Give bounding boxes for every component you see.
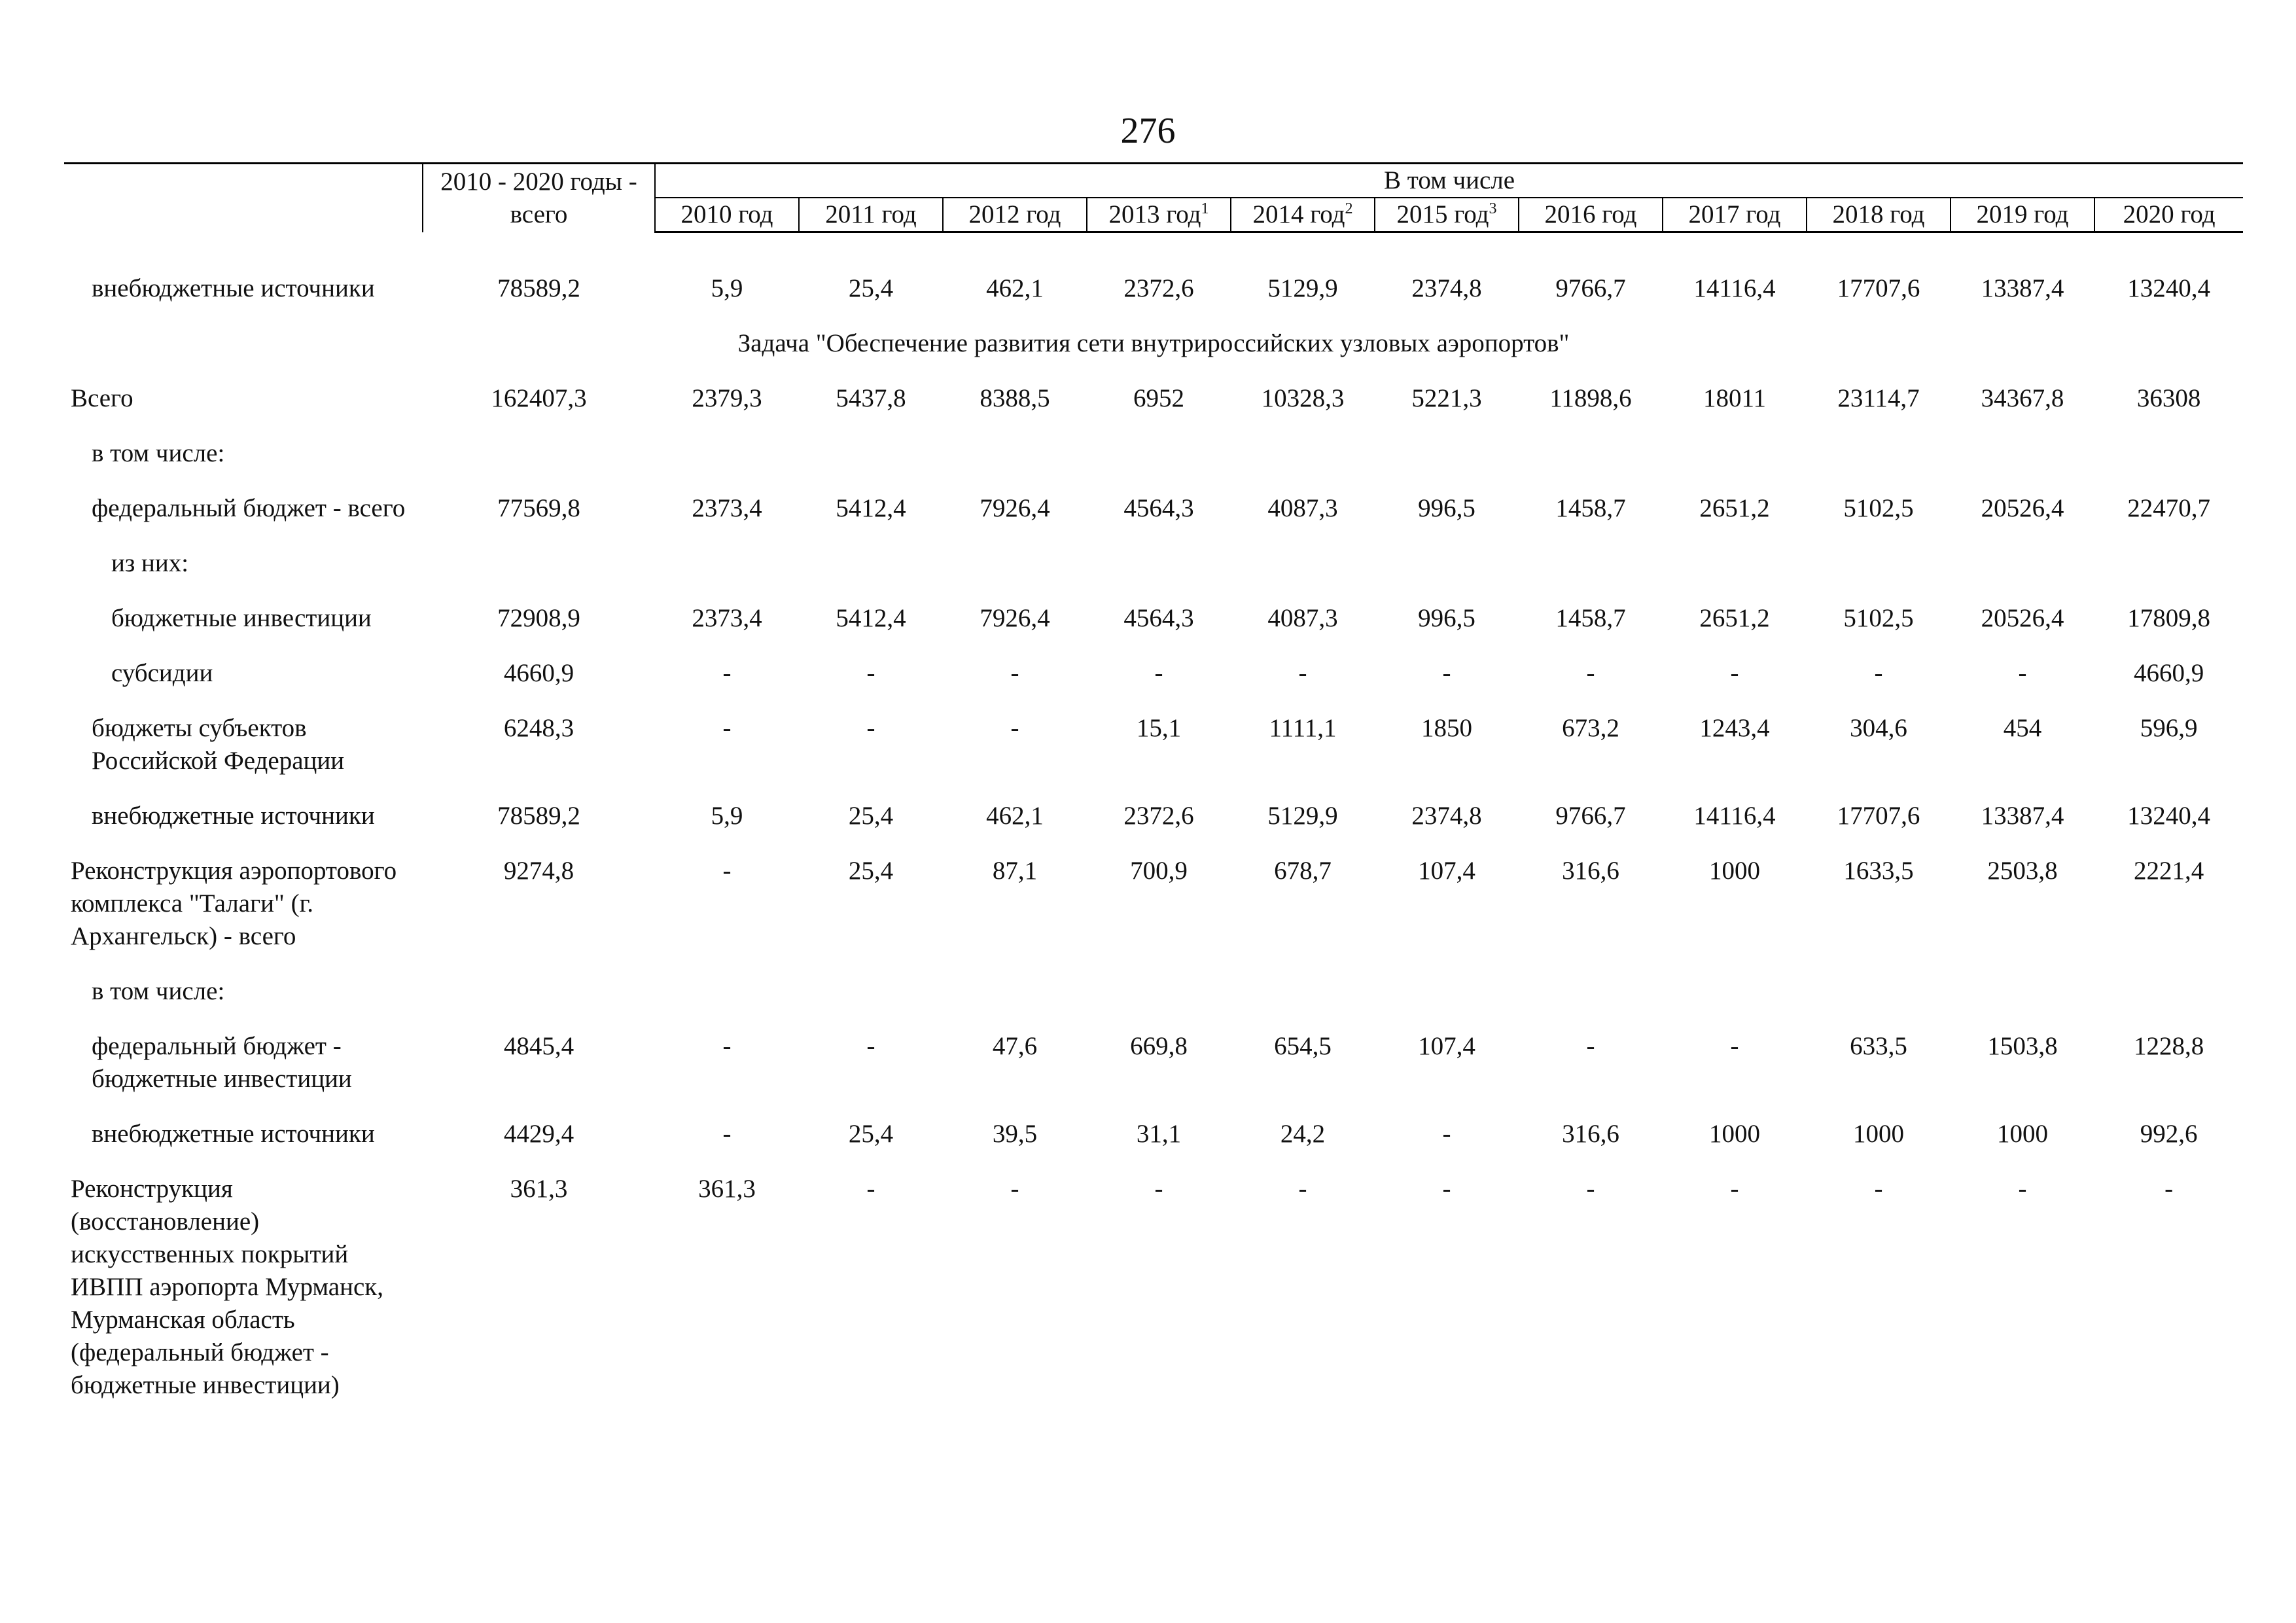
task-heading-row	[64, 305, 2243, 360]
row-value-1: -	[866, 659, 875, 687]
row-value-3: 4564,3	[1123, 494, 1194, 522]
row-value-9: 2503,8	[1987, 857, 2058, 885]
row-value-2: -	[1010, 714, 1019, 742]
row-value-10	[2094, 525, 2243, 580]
row-value-7	[1663, 525, 1807, 580]
row-value-5: 996,5	[1418, 494, 1475, 522]
row-label: федеральный бюджет - бюджетные инвестиции	[92, 1032, 352, 1093]
row-value-7: 2651,2	[1699, 494, 1770, 522]
table-row	[64, 580, 2243, 635]
row-total: 361,3	[510, 1175, 568, 1203]
row-value-9: 454	[2003, 714, 2042, 742]
row-value-5: 107,4	[1418, 857, 1475, 885]
row-label: в том числе:	[92, 977, 225, 1005]
row-total: 78589,2	[497, 802, 580, 830]
header-year-label: 2018 год	[1832, 200, 1925, 228]
header-year-9	[1951, 198, 2094, 232]
row-value-2	[943, 953, 1087, 1008]
row-value-3: -	[1154, 1175, 1163, 1203]
header-year-0	[655, 198, 799, 232]
header-total-line2: всего	[510, 200, 568, 228]
table-row	[64, 250, 2243, 305]
row-value-2: 87,1	[992, 857, 1038, 885]
row-value-3	[1087, 953, 1231, 1008]
row-total: 162407,3	[491, 384, 587, 412]
row-value-5: -	[1442, 1175, 1451, 1203]
row-value-0: 2379,3	[692, 384, 762, 412]
row-value-1: 5437,8	[836, 384, 906, 412]
row-value-5	[1375, 953, 1519, 1008]
header-year-10	[2094, 198, 2243, 232]
row-value-10: 1228,8	[2133, 1032, 2204, 1060]
header-group-label: В том числе	[655, 164, 2243, 198]
row-value-5: 2374,8	[1411, 274, 1482, 302]
row-value-4	[1231, 415, 1375, 470]
row-value-0: -	[722, 659, 732, 687]
row-value-8: 5102,5	[1843, 494, 1914, 522]
row-label: Реконструкция (восстановление) искусственных покрытий ИВПП аэропорта Мурманск, Мурманская область (федеральный бюджет - бюджетные инвестиции)	[71, 1175, 383, 1399]
row-value-10: 13240,4	[2127, 802, 2210, 830]
row-total: 4845,4	[503, 1032, 574, 1060]
row-value-9: 20526,4	[1981, 494, 2064, 522]
row-value-10: 36308	[2136, 384, 2201, 412]
row-value-2	[943, 415, 1087, 470]
row-value-0: -	[722, 714, 732, 742]
row-value-6: 9766,7	[1555, 274, 1626, 302]
row-value-5: 2374,8	[1411, 802, 1482, 830]
row-value-1: -	[866, 1175, 875, 1203]
row-value-8: 5102,5	[1843, 604, 1914, 632]
row-value-8: 304,6	[1850, 714, 1907, 742]
row-label: внебюджетные источники	[92, 1120, 375, 1148]
row-value-9: 13387,4	[1981, 274, 2064, 302]
row-value-1: 25,4	[848, 274, 894, 302]
row-value-8: 1633,5	[1843, 857, 1914, 885]
row-value-10	[2094, 415, 2243, 470]
row-value-4: 678,7	[1274, 857, 1332, 885]
row-value-3: 2372,6	[1123, 802, 1194, 830]
header-year-label: 2020 год	[2123, 200, 2216, 228]
row-value-10: 596,9	[2140, 714, 2198, 742]
row-total: 9274,8	[503, 857, 574, 885]
row-value-2	[943, 525, 1087, 580]
row-value-2: 7926,4	[980, 604, 1050, 632]
row-label: внебюджетные источники	[92, 274, 375, 302]
row-value-2: 462,1	[986, 274, 1044, 302]
row-value-2: 47,6	[992, 1032, 1038, 1060]
row-value-9: -	[2018, 659, 2027, 687]
row-value-8: 17707,6	[1837, 274, 1920, 302]
row-value-6: -	[1586, 659, 1595, 687]
row-value-9: 34367,8	[1981, 384, 2064, 412]
row-value-7: -	[1730, 659, 1739, 687]
row-value-4: 5129,9	[1267, 274, 1338, 302]
table-row	[64, 470, 2243, 525]
row-value-7: 1243,4	[1699, 714, 1770, 742]
row-label: субсидии	[111, 659, 213, 687]
row-value-10: 992,6	[2140, 1120, 2198, 1148]
row-value-0: -	[722, 857, 732, 885]
row-value-0	[655, 953, 799, 1008]
row-value-10	[2094, 953, 2243, 1008]
row-value-4: 10328,3	[1261, 384, 1345, 412]
header-year-6	[1519, 198, 1663, 232]
row-value-6: 11898,6	[1549, 384, 1632, 412]
table-header	[64, 164, 2243, 232]
row-value-10: 13240,4	[2127, 274, 2210, 302]
row-value-8: -	[1874, 1175, 1883, 1203]
row-value-4: 5129,9	[1267, 802, 1338, 830]
table-row	[64, 1008, 2243, 1096]
row-value-5: 996,5	[1418, 604, 1475, 632]
header-year-footnote: 3	[1489, 200, 1497, 217]
row-value-3: 31,1	[1136, 1120, 1182, 1148]
row-value-5: 107,4	[1418, 1032, 1475, 1060]
row-label: федеральный бюджет - всего	[92, 494, 406, 522]
row-value-3: 700,9	[1130, 857, 1188, 885]
row-value-5: 5221,3	[1411, 384, 1482, 412]
row-label: внебюджетные источники	[92, 802, 375, 830]
row-total: 4660,9	[503, 659, 574, 687]
header-year-label: 2011 год	[825, 200, 917, 228]
row-label: Всего	[71, 384, 133, 412]
row-value-6	[1519, 953, 1663, 1008]
row-value-9	[1951, 953, 2094, 1008]
row-value-9: -	[2018, 1175, 2027, 1203]
row-value-9: 1503,8	[1987, 1032, 2058, 1060]
header-year-label: 2016 год	[1544, 200, 1637, 228]
budget-table	[64, 162, 2243, 1402]
row-value-7	[1663, 953, 1807, 1008]
row-total: 72908,9	[497, 604, 580, 632]
row-value-9: 13387,4	[1981, 802, 2064, 830]
row-value-4: -	[1298, 659, 1307, 687]
row-value-6: 673,2	[1562, 714, 1619, 742]
row-value-0: 2373,4	[692, 494, 762, 522]
row-value-0	[655, 525, 799, 580]
row-value-10: 22470,7	[2127, 494, 2210, 522]
row-value-4: 1111,1	[1269, 714, 1337, 742]
header-year-label: 2012 год	[968, 200, 1061, 228]
row-value-7: 14116,4	[1693, 802, 1776, 830]
row-value-3: 6952	[1133, 384, 1184, 412]
row-value-8: 1000	[1853, 1120, 1904, 1148]
table-row	[64, 832, 2243, 953]
row-value-7: 1000	[1709, 1120, 1760, 1148]
row-value-1: 5412,4	[836, 604, 906, 632]
header-year-2	[943, 198, 1087, 232]
row-label: бюджетные инвестиции	[111, 604, 372, 632]
row-total	[423, 415, 655, 470]
row-value-6: 316,6	[1562, 1120, 1619, 1148]
row-value-6	[1519, 525, 1663, 580]
row-value-1: 25,4	[848, 802, 894, 830]
row-value-7	[1663, 415, 1807, 470]
row-label: в том числе:	[92, 439, 225, 467]
row-total: 6248,3	[503, 714, 574, 742]
row-value-7: -	[1730, 1175, 1739, 1203]
row-value-5	[1375, 415, 1519, 470]
row-value-6: 9766,7	[1555, 802, 1626, 830]
row-value-0: -	[722, 1120, 732, 1148]
row-value-1: -	[866, 714, 875, 742]
table-row	[64, 635, 2243, 690]
row-value-2: 39,5	[992, 1120, 1038, 1148]
header-year-7	[1663, 198, 1807, 232]
row-value-7: 14116,4	[1693, 274, 1776, 302]
row-value-6: -	[1586, 1175, 1595, 1203]
row-value-10: 4660,9	[2133, 659, 2204, 687]
row-value-1	[799, 525, 943, 580]
header-year-1	[799, 198, 943, 232]
row-value-4	[1231, 953, 1375, 1008]
header-total-column	[423, 164, 655, 232]
row-label: из них:	[111, 549, 189, 577]
table-row	[64, 360, 2243, 415]
row-value-5: 1850	[1421, 714, 1472, 742]
row-value-0: 5,9	[711, 802, 743, 830]
row-value-4: -	[1298, 1175, 1307, 1203]
row-value-4: 24,2	[1280, 1120, 1326, 1148]
header-year-label: 2019 год	[1976, 200, 2069, 228]
header-year-label: 2015 год	[1396, 200, 1489, 228]
row-value-7: 2651,2	[1699, 604, 1770, 632]
row-value-9: 1000	[1997, 1120, 2048, 1148]
row-value-1: -	[866, 1032, 875, 1060]
row-total	[423, 953, 655, 1008]
row-value-2: 7926,4	[980, 494, 1050, 522]
row-value-1: 5412,4	[836, 494, 906, 522]
task-heading: Задача "Обеспечение развития сети внутрироссийских узловых аэропортов"	[737, 329, 1570, 357]
row-value-6: 1458,7	[1555, 494, 1626, 522]
row-value-0: 361,3	[698, 1175, 756, 1203]
row-value-6: -	[1586, 1032, 1595, 1060]
row-value-0	[655, 415, 799, 470]
header-year-footnote: 1	[1201, 200, 1209, 217]
table-row	[64, 690, 2243, 777]
row-value-0: 5,9	[711, 274, 743, 302]
row-value-1	[799, 953, 943, 1008]
row-value-9	[1951, 525, 2094, 580]
row-value-8	[1807, 525, 1951, 580]
row-value-0: -	[722, 1032, 732, 1060]
row-total: 77569,8	[497, 494, 580, 522]
row-value-6: 316,6	[1562, 857, 1619, 885]
row-label: бюджеты субъектов Российской Федерации	[92, 714, 345, 775]
header-label-column	[64, 164, 423, 232]
row-value-3: 2372,6	[1123, 274, 1194, 302]
row-value-3: -	[1154, 659, 1163, 687]
row-value-4: 4087,3	[1267, 604, 1338, 632]
row-value-3: 669,8	[1130, 1032, 1188, 1060]
row-value-1: 25,4	[848, 857, 894, 885]
row-value-7: 1000	[1709, 857, 1760, 885]
row-value-8: -	[1874, 659, 1883, 687]
row-value-8	[1807, 953, 1951, 1008]
row-value-4: 4087,3	[1267, 494, 1338, 522]
row-value-3	[1087, 415, 1231, 470]
row-value-8: 17707,6	[1837, 802, 1920, 830]
row-value-5: -	[1442, 659, 1451, 687]
row-value-2: -	[1010, 1175, 1019, 1203]
row-value-10: 2221,4	[2133, 857, 2204, 885]
budget-table-container	[64, 162, 2243, 1402]
row-total: 78589,2	[497, 274, 580, 302]
row-value-6: 1458,7	[1555, 604, 1626, 632]
header-year-3	[1087, 198, 1231, 232]
row-value-7: 18011	[1703, 384, 1767, 412]
table-row	[64, 415, 2243, 470]
table-row	[64, 953, 2243, 1008]
row-value-4	[1231, 525, 1375, 580]
row-value-1	[799, 415, 943, 470]
row-total	[423, 525, 655, 580]
row-value-8: 23114,7	[1837, 384, 1920, 412]
row-value-3: 15,1	[1136, 714, 1182, 742]
row-value-8	[1807, 415, 1951, 470]
row-value-2: 8388,5	[980, 384, 1050, 412]
header-year-4	[1231, 198, 1375, 232]
table-row	[64, 1150, 2243, 1402]
row-value-8: 633,5	[1850, 1032, 1907, 1060]
row-value-0: 2373,4	[692, 604, 762, 632]
table-row	[64, 525, 2243, 580]
row-value-7: -	[1730, 1032, 1739, 1060]
row-value-3: 4564,3	[1123, 604, 1194, 632]
row-value-9: 20526,4	[1981, 604, 2064, 632]
header-year-5	[1375, 198, 1519, 232]
row-label: Реконструкция аэропортового комплекса "Талаги" (г. Архангельск) - всего	[71, 857, 397, 950]
row-value-6	[1519, 415, 1663, 470]
row-value-3	[1087, 525, 1231, 580]
header-year-label: 2014 год	[1252, 200, 1345, 228]
table-body	[64, 232, 2243, 1402]
row-value-2: -	[1010, 659, 1019, 687]
row-total: 4429,4	[503, 1120, 574, 1148]
page-number: 276	[1120, 111, 1176, 151]
row-value-10: 17809,8	[2127, 604, 2210, 632]
header-year-label: 2010 год	[680, 200, 773, 228]
header-year-label: 2017 год	[1688, 200, 1781, 228]
row-value-9	[1951, 415, 2094, 470]
row-value-10: -	[2164, 1175, 2174, 1203]
row-value-4: 654,5	[1274, 1032, 1332, 1060]
header-year-label: 2013 год	[1108, 200, 1201, 228]
row-value-5	[1375, 525, 1519, 580]
header-total-line1: 2010 - 2020 годы -	[440, 167, 637, 196]
row-value-2: 462,1	[986, 802, 1044, 830]
row-value-1: 25,4	[848, 1120, 894, 1148]
table-row	[64, 1096, 2243, 1150]
header-year-8	[1807, 198, 1951, 232]
row-value-5: -	[1442, 1120, 1451, 1148]
header-year-footnote: 2	[1345, 200, 1353, 217]
table-row	[64, 777, 2243, 832]
